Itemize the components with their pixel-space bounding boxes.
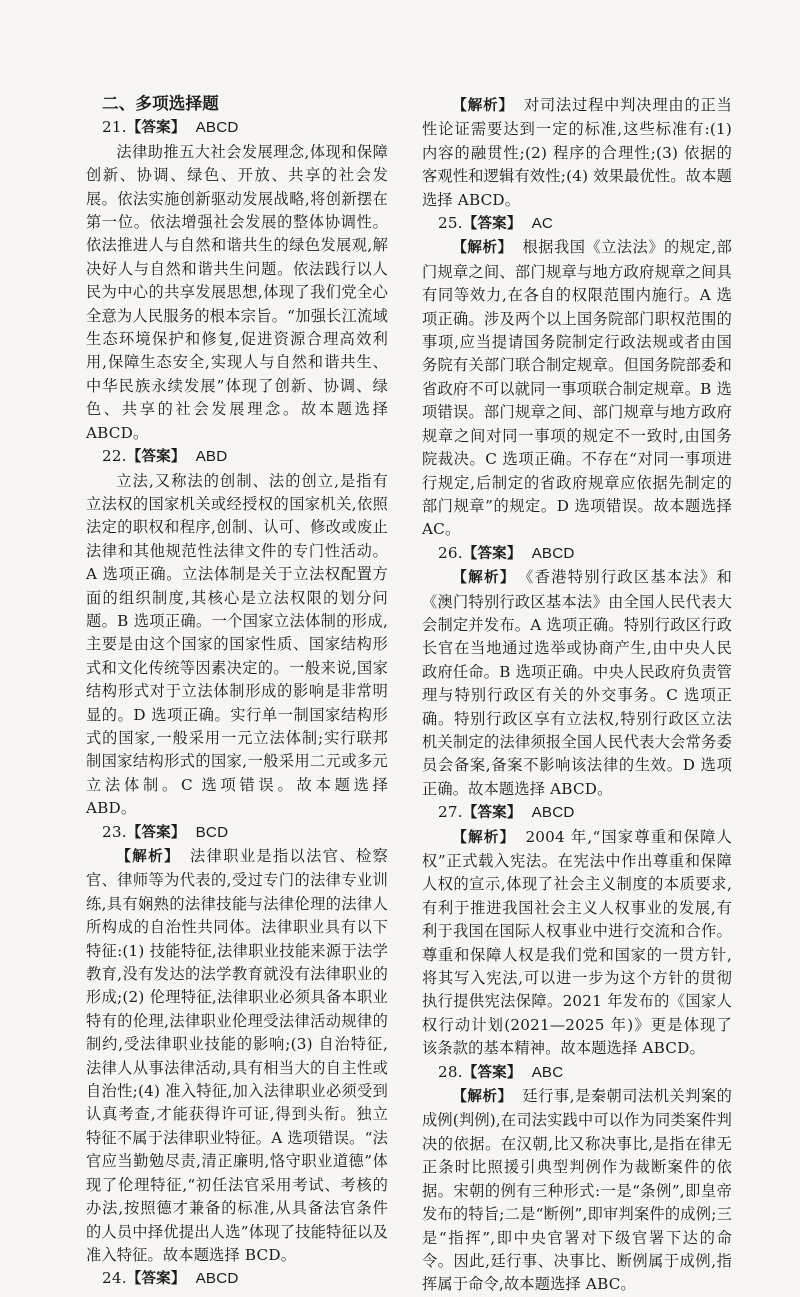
question-block-25 xyxy=(422,212,732,542)
analysis-label: 【解析】 xyxy=(116,849,181,865)
question-block-23 xyxy=(86,821,388,1268)
answer-label: 【答案】 xyxy=(462,1064,522,1081)
question-block-21 xyxy=(86,116,388,445)
analysis-paragraph xyxy=(422,566,732,801)
answer-line xyxy=(438,1061,732,1085)
question-number: 21. xyxy=(102,118,127,137)
analysis-text: 2004 年,“国家尊重和保障人权”正式载入宪法。在宪法中作出尊重和保障人权的宣示,体现了社会主义制度的本质要求,有利于推进我国社会主义人权事业的发展,有利于我国在国际人权事业中进行交流和合作。尊重和保障人权是我们党和国家的一贯方针,将其写入宪法,可以进一步为这个方针的贯彻执行提供宪法保障。2021 年发布的《国家人权行动计划(2021—2025 年)》更是体现了该条款的基本精神。故本题选择 ABCD。 xyxy=(422,827,732,1058)
question-number: 26. xyxy=(438,543,463,562)
analysis-text: 立法,又称法的创制、法的创立,是指有立法权的国家机关或经授权的国家机关,依照法定的职权和程序,创制、认可、修改或废止法律和其他规范性法律文件的专门性活动。A 选项正确。立法体制是关于立法权配置方面的组织制度,其核心是立法权限的划分问题。B 选项正确。一个国家立法体制的形成,主要是由这个国家的国家性质、国家结构形式和文化传统等因素决定的。一般来说,国家结构形式对于立法体制形成的影响是非常明显的。D 选项正确。实行单一制国家结构形式的国家,一般采用一元立法体制;实行联邦制国家结构形式的国家,一般采用二元或多元立法体制。C 选项错误。故本题选择 ABD。 xyxy=(86,471,388,818)
answer-label: 【答案】 xyxy=(126,120,186,137)
analysis-paragraph xyxy=(422,826,732,1061)
answer-value: ABCD xyxy=(195,119,239,137)
answer-value: ABD xyxy=(195,448,228,466)
answer-line xyxy=(438,212,732,236)
analysis-paragraph xyxy=(422,236,732,541)
analysis-text: 廷行事,是秦朝司法机关判案的成例(判例),在司法实践中可以作为同类案件判决的依据。在汉朝,比又称决事比,是指在律无正条时比照援引典型判例作为裁断案件的依据。宋朝的例有三种形式:一是“条例”,即皇帝发布的特旨;二是“断例”,即审判案件的成例;三是“指挥”,即中央官署对下级官署下达的命令。因此,廷行事、决事比、断例属于成例,指挥属于命令,故本题选择 ABC。 xyxy=(422,1087,732,1294)
question-block-22 xyxy=(86,445,388,821)
analysis-text: 根据我国《立法法》的规定,部门规章之间、部门规章与地方政府规章之间具有同等效力,在各自的权限范围内施行。A 选项正确。涉及两个以上国务院部门职权范围的事项,应当提请国务院制定行政法规或者由国务院有关部门联合制定规章。但国务院部委和省政府不可以就同一事项联合制定规章。B 选项错误。部门规章之间、部门规章与地方政府规章之间对同一事项的规定不一致时,由国务院裁决。C 选项正确。不存在“对同一事项进行规定,后制定的省政府规章应依据先制定的部门规章”的规定。D 选项错误。故本题选择 AC。 xyxy=(422,238,732,539)
analysis-text: 法律助推五大社会发展理念,体现和保障创新、协调、绿色、开放、共享的社会发展。依法实施创新驱动发展战略,将创新摆在第一位。依法增强社会发展的整体协调性。依法推进人与自然和谐共生的绿色发展观,解决好人与自然和谐共生问题。依法践行以人民为中心的共享发展思想,体现了我们党全心全意为人民服务的根本宗旨。“加强长江流域生态环境保护和修复,促进资源合理高效利用,保障生态安全,实现人与自然和谐共生、中华民族永续发展”体现了创新、协调、绿色、共享的社会发展理念。故本题选择ABCD。 xyxy=(86,142,388,442)
answer-label: 【答案】 xyxy=(126,449,186,466)
answer-value: ABCD xyxy=(531,804,575,822)
analysis-paragraph xyxy=(422,1085,732,1297)
answer-label: 【答案】 xyxy=(462,805,522,822)
answer-value: BCD xyxy=(195,823,229,841)
analysis-label: 【解析】 xyxy=(452,240,513,257)
question-number: 22. xyxy=(102,447,127,466)
question-block-24-continued xyxy=(422,94,732,212)
analysis-label: 【解析】 xyxy=(452,570,516,587)
answer-value: ABCD xyxy=(531,544,575,562)
question-number: 28. xyxy=(438,1062,463,1081)
question-block-27 xyxy=(422,801,732,1060)
question-block-28 xyxy=(422,1061,732,1297)
answer-label: 【答案】 xyxy=(462,545,522,562)
analysis-label: 【解析】 xyxy=(452,98,514,114)
answer-line xyxy=(102,1267,388,1291)
analysis-text: 法律职业是指以法官、检察官、律师等为代表的,受过专门的法律专业训练,具有娴熟的法律技能与法律伦理的法律人所构成的自治性共同体。法律职业具有以下特征:(1) 技能特征,法律职业技能来源于法学教育,没有发达的法学教育就没有法律职业的形成;(2) 伦理特征,法律职业必须具备本职业特有的伦理,法律职业伦理受法律活动规律的制约,受法律职业技能的影响;(3) 自治特征,法律人从事法律活动,具有相当大的自主性或自治性;(4) 准入特征,加入法律职业必须受到认真考查,才能获得许可证,得到头衔。独立特征不属于法律职业特征。A 选项错误。“法官应当勤勉尽责,清正廉明,恪守职业道德”体现了伦理特征,“初任法官采用考试、考核的办法,按照德才兼备的标准,从具备法官条件的人员中择优提出人选”体现了技能特征以及准入特征。故本题选择 BCD。 xyxy=(86,847,388,1264)
analysis-paragraph xyxy=(86,845,388,1267)
question-number: 25. xyxy=(438,214,463,233)
analysis-label: 【解析】 xyxy=(452,829,516,846)
right-column xyxy=(422,94,732,1297)
question-number: 23. xyxy=(102,822,127,841)
answer-label: 【答案】 xyxy=(126,824,186,841)
answer-label: 【答案】 xyxy=(126,1271,186,1288)
answer-label: 【答案】 xyxy=(462,216,522,233)
answer-line xyxy=(438,801,732,825)
analysis-text: 《香港特别行政区基本法》和《澳门特别行政区基本法》由全国人民代表大会制定并发布。A 选项正确。特别行政区行政长官在当地通过选举或协商产生,由中央人民政府任命。B 选项正确。中央人民政府负责管理与特别行政区有关的外交事务。C 选项正确。特别行政区享有立法权,特别行政区立法机关制定的法律须报全国人民代表大会常务委员会备案,备案不影响该法律的生效。D 选项正确。故本题选择 ABCD。 xyxy=(422,568,732,798)
section-title: 二、多项选择题 xyxy=(102,94,219,113)
answer-value: ABC xyxy=(531,1063,564,1081)
question-block-26 xyxy=(422,542,732,801)
answer-value: AC xyxy=(531,215,554,233)
answer-line xyxy=(102,821,388,845)
answer-line xyxy=(438,542,732,566)
answer-line xyxy=(102,445,388,469)
question-number: 24. xyxy=(102,1269,127,1288)
question-number: 27. xyxy=(438,803,463,822)
analysis-paragraph xyxy=(422,94,732,212)
question-block-24 xyxy=(86,1267,388,1291)
analysis-text: 对司法过程中判决理由的正当性论证需要达到一定的标准,这些标准有:(1) 内容的融贯性;(2) 程序的合理性;(3) 依据的客观性和逻辑有效性;(4) 效果最优性。故本题选择 ABCD。 xyxy=(422,96,732,209)
left-column xyxy=(86,92,388,1292)
analysis-label: 【解析】 xyxy=(452,1089,513,1106)
answer-line xyxy=(102,116,388,140)
answer-value: ABCD xyxy=(195,1270,239,1288)
